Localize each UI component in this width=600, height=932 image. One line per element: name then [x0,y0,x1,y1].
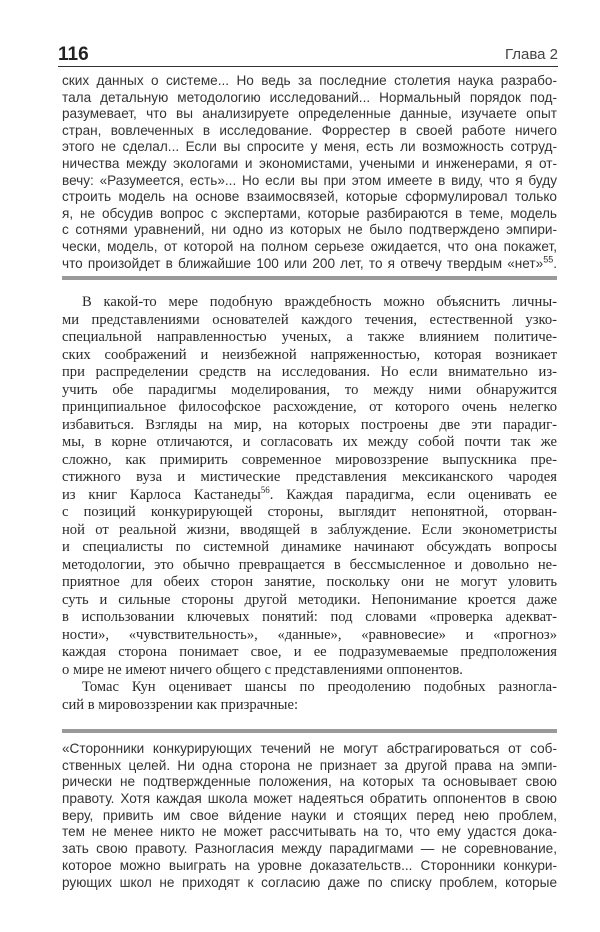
line-text: я, не обсудив вопрос с экспертами, которые разбираются в теме, модель [62,205,557,221]
text-line [62,434,557,452]
text-line [62,539,557,557]
chapter-title: Глава 2 [504,46,558,63]
line-text: методологии, это обычно превращается в бессмысленное и довольно не- [62,556,557,573]
text-line [62,347,557,365]
line-text: «Сторонники конкурирующих течений не могут абстрагироваться от соб- [62,741,557,756]
line-text: в использовании ключевых понятий: под словами «проверка адекват- [62,609,557,625]
line-text: ственных целей. Ни одна сторона не признает за другой права на эмпи- [62,757,557,773]
line-text: ми представлениями основателей каждого течения, естественной узко- [62,311,557,328]
line-text: рически не подтвержденные положения, на которых та основывает свою [62,774,557,790]
text-line [62,592,557,610]
line-text: строить модель на основе взаимосвязей, которые сформулировал только [62,189,557,205]
text-line [62,417,557,435]
text-line [62,222,557,239]
text-line [62,627,557,645]
line-text: тала детальную методологию исследований... Нормальный порядок под- [62,89,557,105]
page-number: 116 [58,44,89,65]
line-text: ских данных о системе... Но ведь за последние столетия наука разрабо- [62,73,557,88]
line-text: В какой-то мере подобную враждебность можно объяснить личны- [82,294,557,310]
text-line [62,294,557,312]
line-text: о мире не имеют ничего общего с представлениями оппонентов. [62,661,463,678]
body-text [62,294,557,714]
line-text: сложно, как примирить современное мировоззрение выпускника пре- [62,451,557,468]
line-text: из книг Карлоса Кастанеды [62,486,261,503]
line-text: правоту. Хотя каждая школа может надеяться обратить оппонентов в свою [62,791,557,807]
text-line [62,522,557,540]
text-line [62,173,557,190]
text-line [62,90,557,107]
text-line [62,189,557,206]
line-text: этого не сделал... Если вы спросите у меня, есть ли возможность сотруд- [62,139,557,155]
line-text: принципиальное философское расхождение, от которого очень нелегко [62,399,557,415]
text-line [62,841,557,858]
text-line [62,139,557,156]
quote-divider-bottom [62,729,557,733]
line-text-tail: . [553,255,557,271]
text-line [62,858,557,875]
line-text: рующих школ не приходят к согласию даже по списку проблем, которые [62,874,557,890]
line-text: вечу: «Разумеется, есть»... Но если вы при этом имеете в виду, что я буду [62,172,557,188]
line-text: с позиций конкурирующей стороны, выглядит непонятной, оторван- [62,504,557,520]
text-line [62,609,557,627]
line-text: при распределении средств на исследования. Но если внимательно из- [62,364,557,380]
text-line [62,382,557,400]
footnote-ref: 55 [543,254,554,264]
text-line [62,679,557,697]
text-line [62,73,557,90]
text-line [62,774,557,791]
line-text: тем не менее никто не может рассчитывать на то, что ему удастся дока- [62,824,557,840]
line-text: веру, привить им свое ви́дение науки и стоящих перед нею проблем, [62,807,557,823]
line-text: учить обе парадигмы моделирования, то между ними обнаружится [62,381,557,398]
text-line [62,484,557,505]
text-line [62,644,557,662]
text-line [62,662,557,680]
text-line [62,758,557,775]
text-line [62,312,557,330]
line-text: суть и сильные стороны другой методики. Непонимание кроется даже [62,591,557,608]
line-text: чески, модель, от которой на полном серьезе ожидается, что она покажет, [62,238,557,254]
line-text: приятное для обеих сторон занятие, поскольку они не могут уловить [62,574,557,590]
text-line [62,364,557,382]
line-text: мы, в корне отличаются, и согласовать их между собой почти так же [62,434,557,450]
line-text: что произойдет в ближайшие 100 или 200 лет, то я отвечу твердым «нет» [62,255,544,271]
quote-block-top [62,73,557,272]
line-text: избавиться. Взгляды на мир, на которых построены две эти парадиг- [62,416,557,433]
text-line [62,123,557,140]
line-text: зать свою правоту. Разногласия между парадигмами — не соревнование, [62,841,557,857]
text-line [62,697,557,715]
line-text: ности», «чувствительность», «данные», «равновесие» и «прогноз» [62,626,557,643]
quote-block-bottom [62,741,557,891]
text-line [62,156,557,173]
text-line [62,106,557,123]
text-line [62,239,557,256]
line-text: стижного вуза и мистические представления мексиканского чародея [62,469,557,485]
text-line [62,469,557,487]
line-text: и специалисты по системной динамике начинают обсуждать вопросы [62,539,557,555]
footnote-ref: 56 [260,484,270,495]
line-text: Томас Кун оценивает шансы по преодолению подобных разногла- [82,679,557,695]
line-text: с сотнями уравнений, ни одно из которых не было подтверждено эмпири- [62,222,557,238]
line-text: ничества между экологами и экономистами, учеными и инженерами, я от- [62,155,557,171]
line-text: специальной направленностью ученых, а также влиянием политиче- [62,329,557,345]
text-line [62,557,557,575]
text-line [62,808,557,825]
text-line [62,574,557,592]
text-line [62,256,557,273]
quote-divider-top [62,276,557,280]
text-line [62,504,557,522]
text-line [62,741,557,758]
text-line [62,452,557,470]
text-line [62,791,557,808]
text-line [62,206,557,223]
text-line [62,329,557,347]
text-line [62,875,557,892]
page-header [58,44,558,67]
line-text: сий в мировоззрении как призрачные: [62,696,299,713]
line-text: разумевает, что вы анализируете определенные данные, изучаете опыт [62,106,557,122]
text-line [62,824,557,841]
line-text: ских соображений и неизбежной напряженностью, которая возникает [62,346,557,363]
line-text: которое можно выиграть на уровне доказательств... Сторонники конкури- [62,857,557,873]
line-text: ной от реальной жизни, вводящей в заблуждение. Если эконометристы [62,521,557,538]
line-text: стран, вовлеченных в исследование. Форрестер в своей работе ничего [62,122,557,138]
line-text: каждая сторона понимает свое, и ее подразумеваемые предположения [62,644,557,660]
text-line [62,399,557,417]
line-text-tail: . Каждая парадигма, если оценивать ее [269,486,557,503]
